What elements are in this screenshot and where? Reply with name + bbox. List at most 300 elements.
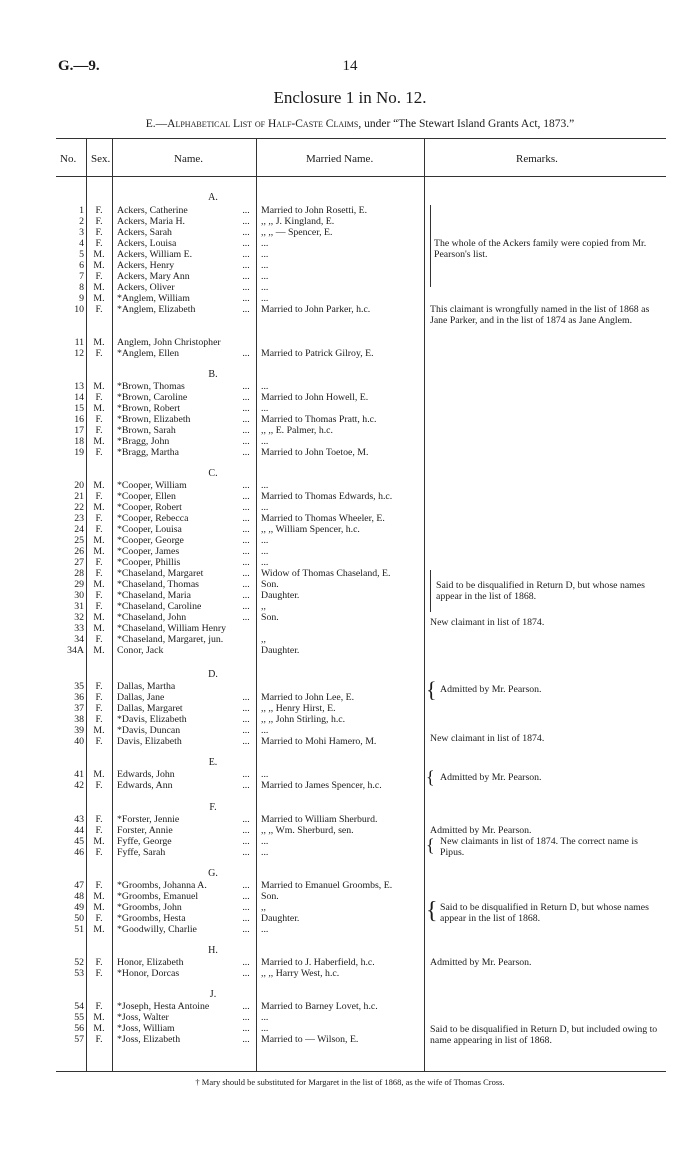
table-row xyxy=(56,714,666,725)
row-number: 2 xyxy=(79,216,84,227)
row-married-name: Married to James Spencer, h.c. xyxy=(261,780,382,791)
row-number: 17 xyxy=(74,425,84,436)
row-number: 11 xyxy=(74,337,84,348)
row-married-name: Married to Mohi Hamero, M. xyxy=(261,736,377,747)
row-number: 24 xyxy=(74,524,84,535)
table-row xyxy=(56,579,666,590)
row-married-name: ... xyxy=(261,403,269,414)
row-leader-dots: ... xyxy=(242,381,250,392)
table-row xyxy=(56,546,666,557)
row-leader-dots: ... xyxy=(242,546,250,557)
row-married-name: ... xyxy=(261,260,269,271)
row-married-name: Married to J. Haberfield, h.c. xyxy=(261,957,375,968)
table-row xyxy=(56,260,666,271)
row-sex: F. xyxy=(95,957,103,968)
row-leader-dots: ... xyxy=(242,725,250,736)
footnote: † Mary should be substituted for Margaret in the list of 1868, as the wife of Thomas Cross. xyxy=(195,1077,505,1087)
row-married-name: Widow of Thomas Chaseland, E. xyxy=(261,568,391,579)
brace: { xyxy=(426,677,437,702)
row-sex: F. xyxy=(95,590,103,601)
row-leader-dots: ... xyxy=(242,557,250,568)
row-married-name: ... xyxy=(261,1012,269,1023)
table-row xyxy=(56,645,666,656)
table-row xyxy=(56,725,666,736)
row-married-name: Married to William Sherburd. xyxy=(261,814,378,825)
row-name: *Anglem, Ellen xyxy=(117,348,180,359)
row-name: *Bragg, John xyxy=(117,436,170,447)
row-married-name: Married to John Rosetti, E. xyxy=(261,205,368,216)
row-number: 10 xyxy=(74,304,84,315)
row-name: Ackers, Catherine xyxy=(117,205,188,216)
row-sex: F. xyxy=(95,205,103,216)
table-row xyxy=(56,847,666,858)
row-sex: F. xyxy=(95,968,103,979)
row-leader-dots: ... xyxy=(242,590,250,601)
row-name: Ackers, William E. xyxy=(117,249,193,260)
row-name: *Groombs, Emanuel xyxy=(117,891,199,902)
row-married-name: Daughter. xyxy=(261,645,300,656)
row-leader-dots: ... xyxy=(242,535,250,546)
section-letter: B. xyxy=(208,369,218,380)
row-leader-dots: ... xyxy=(242,825,250,836)
remark-anglem: This claimant is wrongfully named in the list of 1868 as Jane Parker, and in the list of 1874 as Jane Anglem. xyxy=(430,304,650,326)
row-married-name: ,, ,, William Spencer, h.c. xyxy=(261,524,360,535)
row-number: 4 xyxy=(79,238,84,249)
row-name: Ackers, Maria H. xyxy=(117,216,186,227)
row-name: Ackers, Louisa xyxy=(117,238,177,249)
brace: { xyxy=(426,835,435,855)
row-sex: F. xyxy=(95,681,103,692)
table-row xyxy=(56,436,666,447)
row-leader-dots: ... xyxy=(242,1012,250,1023)
row-leader-dots: ... xyxy=(242,304,250,315)
remark-forster: Admitted by Mr. Pearson. xyxy=(430,825,532,836)
row-leader-dots: ... xyxy=(242,579,250,590)
table-row xyxy=(56,513,666,524)
table-row xyxy=(56,425,666,436)
table-row xyxy=(56,557,666,568)
row-sex: M. xyxy=(93,1012,105,1023)
table-row xyxy=(56,249,666,260)
row-leader-dots: ... xyxy=(242,1034,250,1045)
row-leader-dots: ... xyxy=(242,392,250,403)
row-sex: M. xyxy=(93,480,105,491)
row-number: 21 xyxy=(74,491,84,502)
row-leader-dots: ... xyxy=(242,891,250,902)
row-name: Anglem, John Christopher xyxy=(117,337,221,348)
row-married-name: Married to Barney Lovet, h.c. xyxy=(261,1001,378,1012)
table-row xyxy=(56,601,666,612)
table-row xyxy=(56,703,666,714)
row-sex: F. xyxy=(95,392,103,403)
row-leader-dots: ... xyxy=(242,436,250,447)
row-sex: F. xyxy=(95,825,103,836)
table-row xyxy=(56,590,666,601)
row-married-name: ... xyxy=(261,282,269,293)
row-sex: F. xyxy=(95,634,103,645)
row-number: 23 xyxy=(74,513,84,524)
row-sex: F. xyxy=(95,425,103,436)
row-name: *Chaseland, William Henry xyxy=(117,623,227,634)
row-leader-dots: ... xyxy=(242,1001,250,1012)
row-married-name: ... xyxy=(261,769,269,780)
brace: { xyxy=(426,767,435,787)
row-number: 19 xyxy=(74,447,84,458)
row-married-name: ... xyxy=(261,546,269,557)
row-name: Edwards, Ann xyxy=(117,780,173,791)
row-married-name: Married to Patrick Gilroy, E. xyxy=(261,348,374,359)
row-name: Ackers, Oliver xyxy=(117,282,175,293)
section-letter: J. xyxy=(209,989,217,1000)
row-number: 31 xyxy=(74,601,84,612)
row-number: 42 xyxy=(74,780,84,791)
row-married-name: Married to John Howell, E. xyxy=(261,392,369,403)
row-leader-dots: ... xyxy=(242,924,250,935)
table-row xyxy=(56,216,666,227)
table-row xyxy=(56,836,666,847)
row-sex: F. xyxy=(95,814,103,825)
table-row xyxy=(56,502,666,513)
header-sex: Sex. xyxy=(91,153,111,165)
row-number: 57 xyxy=(74,1034,84,1045)
row-name: *Joss, William xyxy=(117,1023,175,1034)
row-sex: M. xyxy=(93,282,105,293)
row-sex: M. xyxy=(93,891,105,902)
row-number: 15 xyxy=(74,403,84,414)
row-married-name: ... xyxy=(261,725,269,736)
row-married-name: ,, ,, E. Palmer, h.c. xyxy=(261,425,333,436)
row-number: 9 xyxy=(79,293,84,304)
row-married-name: ... xyxy=(261,480,269,491)
table-row xyxy=(56,891,666,902)
row-number: 20 xyxy=(74,480,84,491)
row-name: *Groombs, Johanna A. xyxy=(117,880,207,891)
row-name: *Chaseland, Margaret, jun. xyxy=(117,634,224,645)
row-sex: F. xyxy=(95,227,103,238)
row-leader-dots: ... xyxy=(242,425,250,436)
row-married-name: ,, ,, John Stirling, h.c. xyxy=(261,714,346,725)
table-row xyxy=(56,780,666,791)
row-name: Dallas, Martha xyxy=(117,681,176,692)
section-letter: E. xyxy=(208,757,218,768)
row-name: *Honor, Dorcas xyxy=(117,968,180,979)
row-sex: M. xyxy=(93,260,105,271)
row-leader-dots: ... xyxy=(242,403,250,414)
row-name: Davis, Elizabeth xyxy=(117,736,182,747)
table-row xyxy=(56,880,666,891)
row-married-name: Son. xyxy=(261,891,279,902)
row-sex: F. xyxy=(95,1001,103,1012)
header-married-name: Married Name. xyxy=(306,153,374,165)
row-sex: M. xyxy=(93,579,105,590)
row-name: Forster, Annie xyxy=(117,825,173,836)
row-number: 39 xyxy=(74,725,84,736)
row-name: *Davis, Duncan xyxy=(117,725,181,736)
row-married-name: ... xyxy=(261,847,269,858)
row-name: Fyffe, George xyxy=(117,836,172,847)
remark-chaseland: Said to be disqualified in Return D, but whose names appear in the list of 1868. xyxy=(436,580,645,602)
row-number: 1 xyxy=(79,205,84,216)
row-sex: F. xyxy=(95,216,103,227)
row-leader-dots: ... xyxy=(242,968,250,979)
row-number: 43 xyxy=(74,814,84,825)
row-married-name: ... xyxy=(261,238,269,249)
row-leader-dots: ... xyxy=(242,238,250,249)
table-row xyxy=(56,692,666,703)
table-row xyxy=(56,304,666,315)
row-leader-dots: ... xyxy=(242,736,250,747)
row-leader-dots: ... xyxy=(242,414,250,425)
row-leader-dots: ... xyxy=(242,271,250,282)
row-married-name: ... xyxy=(261,836,269,847)
row-name: *Davis, Elizabeth xyxy=(117,714,187,725)
row-number: 8 xyxy=(79,282,84,293)
row-leader-dots: ... xyxy=(242,568,250,579)
row-married-name: ,, ,, — Spencer, E. xyxy=(261,227,333,238)
row-number: 30 xyxy=(74,590,84,601)
row-number: 26 xyxy=(74,546,84,557)
row-number: 54 xyxy=(74,1001,84,1012)
row-name: *Anglem, William xyxy=(117,293,190,304)
row-sex: F. xyxy=(95,238,103,249)
row-number: 22 xyxy=(74,502,84,513)
row-name: *Chaseland, Margaret xyxy=(117,568,204,579)
row-number: 47 xyxy=(74,880,84,891)
row-sex: M. xyxy=(93,502,105,513)
row-name: Dallas, Jane xyxy=(117,692,165,703)
row-number: 25 xyxy=(74,535,84,546)
table-row xyxy=(56,1012,666,1023)
row-leader-dots: ... xyxy=(242,249,250,260)
row-leader-dots: ... xyxy=(242,880,250,891)
table-row xyxy=(56,238,666,249)
row-name: Ackers, Mary Ann xyxy=(117,271,190,282)
row-number: 38 xyxy=(74,714,84,725)
row-leader-dots: ... xyxy=(242,227,250,238)
row-name: *Cooper, Robert xyxy=(117,502,182,513)
row-sex: F. xyxy=(95,414,103,425)
table-row xyxy=(56,392,666,403)
row-sex: M. xyxy=(93,769,105,780)
row-number: 44 xyxy=(74,825,84,836)
row-number: 56 xyxy=(74,1023,84,1034)
section-letter: C. xyxy=(208,468,218,479)
row-sex: F. xyxy=(95,1034,103,1045)
row-married-name: Married to — Wilson, E. xyxy=(261,1034,359,1045)
row-leader-dots: ... xyxy=(242,714,250,725)
row-sex: F. xyxy=(95,491,103,502)
row-number: 55 xyxy=(74,1012,84,1023)
row-leader-dots: ... xyxy=(242,601,250,612)
remark-joss: Said to be disqualified in Return D, but included owing to name appearing in list of 1868. xyxy=(430,1024,658,1046)
row-number: 53 xyxy=(74,968,84,979)
row-number: 6 xyxy=(79,260,84,271)
table-row xyxy=(56,524,666,535)
row-number: 16 xyxy=(74,414,84,425)
row-number: 28 xyxy=(74,568,84,579)
row-married-name: ,, ,, Henry Hirst, E. xyxy=(261,703,336,714)
row-sex: M. xyxy=(93,612,105,623)
row-name: Dallas, Margaret xyxy=(117,703,183,714)
row-sex: F. xyxy=(95,348,103,359)
row-number: 40 xyxy=(74,736,84,747)
row-married-name: ,, ,, Harry West, h.c. xyxy=(261,968,340,979)
brace: { xyxy=(426,898,438,924)
table-row xyxy=(56,769,666,780)
row-number: 48 xyxy=(74,891,84,902)
row-number: 32 xyxy=(74,612,84,623)
row-sex: M. xyxy=(93,924,105,935)
table-row xyxy=(56,381,666,392)
row-sex: F. xyxy=(95,880,103,891)
row-sex: M. xyxy=(93,623,105,634)
row-sex: F. xyxy=(95,568,103,579)
row-leader-dots: ... xyxy=(242,447,250,458)
row-sex: M. xyxy=(93,836,105,847)
header-rule xyxy=(56,176,666,177)
row-sex: F. xyxy=(95,847,103,858)
section-letter: H. xyxy=(208,945,218,956)
row-number: 12 xyxy=(74,348,84,359)
remark-dallas: Admitted by Mr. Pearson. xyxy=(440,684,542,695)
table-row xyxy=(56,491,666,502)
row-name: *Forster, Jennie xyxy=(117,814,180,825)
row-leader-dots: ... xyxy=(242,692,250,703)
row-sex: M. xyxy=(93,337,105,348)
document-reference: G.—9. xyxy=(58,58,100,74)
row-married-name: ,, ,, Wm. Sherburd, sen. xyxy=(261,825,354,836)
row-leader-dots: ... xyxy=(242,502,250,513)
row-sex: M. xyxy=(93,535,105,546)
row-married-name: ,, xyxy=(261,634,266,645)
table-row xyxy=(56,913,666,924)
row-married-name: ... xyxy=(261,249,269,260)
table-row xyxy=(56,337,666,348)
row-sex: F. xyxy=(95,513,103,524)
row-married-name: Married to Thomas Wheeler, E. xyxy=(261,513,385,524)
row-number: 45 xyxy=(74,836,84,847)
table-row xyxy=(56,282,666,293)
row-number: 34A xyxy=(67,645,84,656)
row-name: *Brown, Caroline xyxy=(117,392,188,403)
row-number: 29 xyxy=(74,579,84,590)
row-leader-dots: ... xyxy=(242,513,250,524)
row-married-name: Married to John Lee, E. xyxy=(261,692,355,703)
row-number: 18 xyxy=(74,436,84,447)
row-name: *Groombs, Hesta xyxy=(117,913,186,924)
row-sex: F. xyxy=(95,557,103,568)
row-married-name: ,, xyxy=(261,902,266,913)
row-number: 46 xyxy=(74,847,84,858)
row-number: 27 xyxy=(74,557,84,568)
row-sex: M. xyxy=(93,249,105,260)
table-row xyxy=(56,681,666,692)
row-number: 41 xyxy=(74,769,84,780)
table-row xyxy=(56,814,666,825)
row-number: 33 xyxy=(74,623,84,634)
table-row xyxy=(56,1023,666,1034)
section-letter: A. xyxy=(208,192,218,203)
row-sex: M. xyxy=(93,902,105,913)
row-name: Ackers, Henry xyxy=(117,260,175,271)
table-row xyxy=(56,535,666,546)
row-number: 52 xyxy=(74,957,84,968)
row-number: 34 xyxy=(74,634,84,645)
row-name: Honor, Elizabeth xyxy=(117,957,184,968)
claims-table xyxy=(56,138,666,1072)
header-no: No. xyxy=(60,153,77,165)
table-row xyxy=(56,447,666,458)
table-row xyxy=(56,902,666,913)
row-married-name: Married to Emanuel Groombs, E. xyxy=(261,880,393,891)
row-sex: F. xyxy=(95,524,103,535)
row-leader-dots: ... xyxy=(242,524,250,535)
row-name: *Brown, Thomas xyxy=(117,381,185,392)
row-name: *Joss, Walter xyxy=(117,1012,169,1023)
row-name: *Cooper, George xyxy=(117,535,184,546)
row-leader-dots: ... xyxy=(242,293,250,304)
row-married-name: Married to Thomas Pratt, h.c. xyxy=(261,414,377,425)
row-name: Fyffe, Sarah xyxy=(117,847,166,858)
row-sex: F. xyxy=(95,447,103,458)
header-remarks: Remarks. xyxy=(516,153,558,165)
row-married-name: Daughter. xyxy=(261,590,300,601)
row-sex: F. xyxy=(95,780,103,791)
row-number: 7 xyxy=(79,271,84,282)
row-leader-dots: ... xyxy=(242,902,250,913)
table-row xyxy=(56,227,666,238)
section-letter: F. xyxy=(209,802,217,813)
row-name: *Brown, Elizabeth xyxy=(117,414,191,425)
row-name: *Cooper, Ellen xyxy=(117,491,176,502)
row-leader-dots: ... xyxy=(242,836,250,847)
row-sex: M. xyxy=(93,293,105,304)
row-leader-dots: ... xyxy=(242,491,250,502)
row-name: *Cooper, William xyxy=(117,480,187,491)
row-sex: F. xyxy=(95,913,103,924)
row-sex: F. xyxy=(95,714,103,725)
table-row xyxy=(56,568,666,579)
row-leader-dots: ... xyxy=(242,216,250,227)
row-leader-dots: ... xyxy=(242,1023,250,1034)
row-name: *Goodwilly, Charlie xyxy=(117,924,197,935)
row-sex: F. xyxy=(95,304,103,315)
row-married-name: ... xyxy=(261,924,269,935)
row-name: *Anglem, Elizabeth xyxy=(117,304,196,315)
row-sex: F. xyxy=(95,703,103,714)
row-name: *Cooper, Louisa xyxy=(117,524,182,535)
row-name: Edwards, John xyxy=(117,769,175,780)
remark-edwards: Admitted by Mr. Pearson. xyxy=(440,772,542,783)
row-leader-dots: ... xyxy=(242,480,250,491)
row-sex: M. xyxy=(93,1023,105,1034)
row-married-name: Married to John Parker, h.c. xyxy=(261,304,371,315)
remark-honor: Admitted by Mr. Pearson. xyxy=(430,957,532,968)
row-number: 35 xyxy=(74,681,84,692)
row-sex: M. xyxy=(93,645,105,656)
row-name: *Chaseland, Maria xyxy=(117,590,191,601)
table-row xyxy=(56,1001,666,1012)
row-leader-dots: ... xyxy=(242,847,250,858)
row-married-name: ... xyxy=(261,436,269,447)
row-married-name: ... xyxy=(261,293,269,304)
header-name: Name. xyxy=(174,153,204,165)
remark-conor: New claimant in list of 1874. xyxy=(430,617,545,628)
table-row xyxy=(56,623,666,634)
row-married-name: ,, ,, J. Kingland, E. xyxy=(261,216,335,227)
row-married-name: Son. xyxy=(261,579,279,590)
table-row xyxy=(56,414,666,425)
